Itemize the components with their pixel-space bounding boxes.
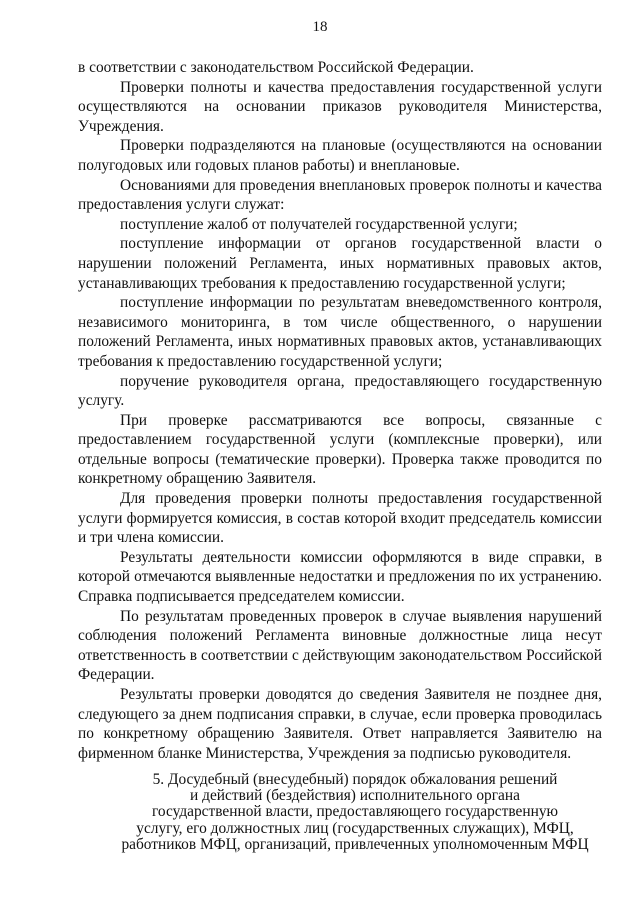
- section-heading-line: и действий (бездействия) исполнительного органа: [190, 787, 520, 805]
- section-heading-line: 5. Досудебный (внесудебный) порядок обжалования решений: [152, 771, 558, 788]
- paragraph: Для проведения проверки полноты предоставления государственной услуги формируется комиссия, в состав которой входит председатель комиссии и три члена комиссии.: [78, 490, 602, 547]
- paragraph: Проверки подразделяются на плановые (осуществляются на основании полугодовых или годовых планов работы) и внеплановые.: [78, 137, 602, 174]
- section-heading: [110, 772, 600, 853]
- section-heading-line: работников МФЦ, организаций, привлеченных уполномоченным МФЦ: [121, 835, 589, 853]
- paragraph: Результаты проверки доводятся до сведения Заявителя не позднее дня, следующего за днем подписания справки, в случае, если проверка проводилась по конкретному обращению Заявителя. Ответ направляется Заявителю на фирменном бланке Министерства, Учреждения за подписью руководителя.: [78, 686, 602, 762]
- paragraph: поступление информации по результатам вневедомственного контроля, независимого мониторинга, в том числе общественного, о нарушении положений Регламента, иных нормативных правовых актов, устанавливающих требования к предоставлению государственной услуги;: [78, 294, 602, 370]
- paragraph: По результатам проведенных проверок в случае выявления нарушений соблюдения положений Регламента виновные должностные лица несут ответственность в соответствии с действующим законодательством Российской Федерации.: [78, 607, 602, 684]
- paragraph: поручение руководителя органа, предоставляющего государственную услугу.: [78, 372, 602, 410]
- section-heading-line: государственной власти, предоставляющего государственную: [151, 803, 559, 821]
- paragraph: в соответствии с законодательством Российской Федерации.: [78, 59, 474, 76]
- paragraph: Проверки полноты и качества предоставления государственной услуги осуществляются на основании приказов руководителя Министерства, Учреждения.: [78, 78, 602, 135]
- paragraph: При проверке рассматриваются все вопросы, связанные с предоставлением государственной услуги (комплексные проверки), или отдельные вопросы (тематические проверки). Проверка также проводится по конкретному обращению Заявителя.: [78, 411, 602, 488]
- body-text: [78, 58, 602, 763]
- section-heading-line: услугу, его должностных лиц (государственных служащих), МФЦ,: [136, 819, 574, 837]
- page-number: 18: [312, 19, 328, 35]
- paragraph: поступление жалоб от получателей государственной услуги;: [120, 215, 518, 233]
- paragraph: Результаты деятельности комиссии оформляются в виде справки, в которой отмечаются выявленные недостатки и предложения по их устранению. Справка подписывается председателем комиссии.: [78, 548, 602, 606]
- paragraph: Основаниями для проведения внеплановых проверок полноты и качества предоставления услуги служат:: [78, 176, 602, 214]
- paragraph: поступление информации от органов государственной власти о нарушении положений Регламента, иных нормативных правовых актов, устанавливающих требования к предоставлению государственной услуги;: [78, 235, 602, 292]
